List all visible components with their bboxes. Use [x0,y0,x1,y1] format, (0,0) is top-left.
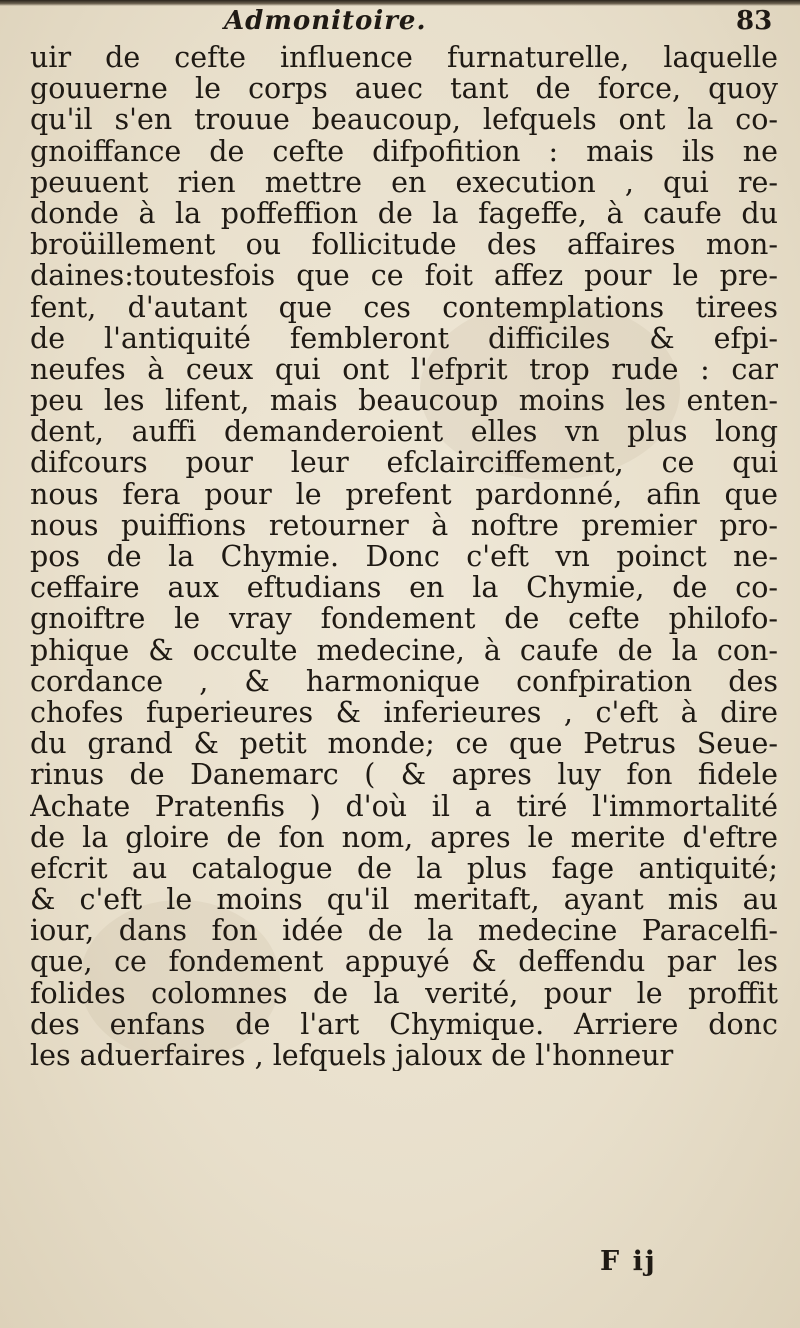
text-line: rinus de Danemarc ( & apres luy fon fidele [30,759,778,791]
text-line: gouuerne le corps auec tant de force, quoy [30,73,778,105]
text-line: gnoiftre le vray fondement de cefte philofo- [30,603,778,635]
body-text [30,42,778,1071]
text-line: iour, dans fon idée de la medecine Paracelfi- [30,915,778,947]
text-line: peuuent rien mettre en execution , qui re- [30,166,778,198]
text-line: de l'antiquité fembleront difficiles & efpi- [30,322,778,354]
text-line: Achate Pratenfis ) d'où il a tiré l'immortalité [30,790,778,822]
text-line: du grand & petit monde; ce que Petrus Seue- [30,728,778,760]
text-line: ceffaire aux eftudians en la Chymie, de co- [30,572,778,604]
text-line: peu les lifent, mais beaucoup moins les enten- [30,385,778,417]
text-line: qu'il s'en trouue beaucoup, lefquels ont la co- [30,104,778,136]
text-line: broüillement ou follicitude des affaires mon- [30,229,778,261]
text-line: dent, auffi demanderoient elles vn plus long [30,416,778,448]
text-line: les aduerfaires , lefquels jaloux de l'honneur [30,1040,674,1072]
text-line: fent, d'autant que ces contemplations tirees [30,291,778,323]
text-line: que, ce fondement appuyé & deffendu par les [30,946,778,978]
page-number: 83 [736,6,773,36]
text-line: nous puiffions retourner à noftre premier pro- [30,509,778,541]
text-line: uir de cefte influence furnaturelle, laquelle [30,42,778,74]
text-line: folides colomnes de la verité, pour le proffit [30,977,778,1009]
page-header [0,4,800,44]
text-line: cordance , & harmonique confpiration des [30,665,778,697]
running-title: Admonitoire. [224,6,427,36]
text-line: difcours pour leur efclairciffement, ce qui [30,447,778,479]
text-line: daines:toutesfois que ce foit affez pour le pre- [30,260,778,292]
text-line: donde à la poffeffion de la fageffe, à caufe du [30,197,778,230]
text-line: pos de la Chymie. Donc c'eft vn poinct ne- [30,541,778,573]
signature-mark: F ij [600,1246,657,1277]
text-line: neufes à ceux qui ont l'efprit trop rude : car [30,353,778,386]
text-line: phique & occulte medecine, à caufe de la con- [30,634,778,666]
text-line: chofes fuperieures & inferieures , c'eft à dire [30,696,778,729]
text-line: de la gloire de fon nom, apres le merite d'eftre [30,821,778,853]
text-line: gnoiffance de cefte difpofition : mais ils ne [30,135,778,167]
text-line: efcrit au catalogue de la plus fage antiquité; [30,852,778,885]
text-line: des enfans de l'art Chymique. Arriere donc [30,1008,778,1040]
text-line: & c'eft le moins qu'il meritaft, ayant mis au [30,884,778,916]
text-line: nous fera pour le prefent pardonné, afin que [30,478,778,510]
